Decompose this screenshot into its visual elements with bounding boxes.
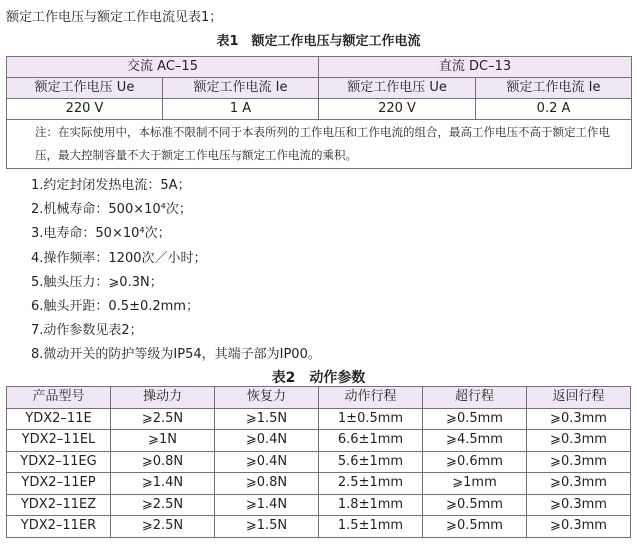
table-cell: ⩾0.3mm [527, 430, 631, 452]
table-cell: 1.8±1mm [319, 494, 423, 516]
value-cell: 220 V [7, 99, 163, 120]
spec-item: 1.约定封闭发热电流：5A； [31, 178, 191, 193]
table-cell: ⩾0.3mm [527, 451, 631, 473]
table-cell: ⩾1.5N [215, 408, 319, 430]
model-cell: YDX2–11ER [7, 516, 111, 538]
table-cell: ⩾2.5N [111, 516, 215, 538]
table-row [7, 408, 631, 430]
group-dc: 直流 DC–13 [319, 57, 632, 78]
spec-item: 6.触头开距：0.5±0.2mm； [31, 298, 199, 314]
table-cell: ⩾0.3mm [527, 408, 631, 430]
table1-value-row [7, 99, 632, 120]
table1-header-row [7, 78, 632, 99]
table-cell: 5.6±1mm [319, 451, 423, 473]
model-cell: YDX2–11EL [7, 430, 111, 452]
spec-list [31, 174, 321, 368]
table1-note: 注：在实际使用中，本标准不限制不同于本表所列的工作电压和工作电流的组合，最高工作电压不高于额定工作电压，最大控制容量不大于额定工作电压与额定工作电流的乘积。 [7, 120, 632, 169]
table-cell: 1.5±1mm [319, 516, 423, 538]
model-cell: YDX2–11E [7, 408, 111, 430]
table-row [7, 494, 631, 516]
table-cell: ⩾2.5N [111, 408, 215, 430]
table1-note-row [7, 120, 632, 169]
table-cell: ⩾0.4N [215, 430, 319, 452]
group-ac: 交流 AC–15 [7, 57, 319, 78]
header-cell: 操动力 [111, 387, 215, 409]
model-cell: YDX2–11EG [7, 451, 111, 473]
spec-item: 5.触头压力：⩾0.3N； [31, 274, 163, 290]
table-cell: ⩾0.8N [215, 473, 319, 495]
table-cell: ⩾1mm [423, 473, 527, 495]
table-cell: 2.5±1mm [319, 473, 423, 495]
table-cell: ⩾0.5mm [423, 408, 527, 430]
table1-title: 表1 额定工作电压与额定工作电流 [216, 34, 421, 49]
header-cell: 额定工作电流 Ie [476, 78, 632, 99]
table-cell: 1±0.5mm [319, 408, 423, 430]
rated-voltage-current-table [6, 56, 632, 169]
model-cell: YDX2–11EZ [7, 494, 111, 516]
header-cell: 超行程 [423, 387, 527, 409]
table2-header-row [7, 387, 631, 409]
table-row [7, 473, 631, 495]
table-cell: ⩾0.3mm [527, 516, 631, 538]
spec-item: 2.机械寿命：500×10⁴次； [31, 202, 192, 218]
table-cell: 6.6±1mm [319, 430, 423, 452]
spec-item: 8.微动开关的防护等级为IP54，其端子部为IP00。 [31, 347, 321, 363]
table-cell: ⩾0.6mm [423, 451, 527, 473]
header-cell: 产品型号 [7, 387, 111, 409]
table1-group-row [7, 57, 632, 78]
value-cell: 0.2 A [476, 99, 632, 120]
table-cell: ⩾1.4N [215, 494, 319, 516]
header-cell: 返回行程 [527, 387, 631, 409]
value-cell: 220 V [319, 99, 476, 120]
table-cell: ⩾0.3mm [527, 473, 631, 495]
table-cell: ⩾1.5N [215, 516, 319, 538]
table-row [7, 451, 631, 473]
table-cell: ⩾1.4N [111, 473, 215, 495]
table-cell: ⩾2.5N [111, 494, 215, 516]
table-row [7, 430, 631, 452]
table2-title: 表2 动作参数 [271, 370, 366, 386]
header-cell: 额定工作电压 Ue [7, 78, 163, 99]
table-cell: ⩾1N [111, 430, 215, 452]
table-cell: ⩾0.5mm [423, 494, 527, 516]
table-cell: ⩾4.5mm [423, 430, 527, 452]
header-cell: 额定工作电压 Ue [319, 78, 476, 99]
header-cell: 额定工作电流 Ie [163, 78, 319, 99]
value-cell: 1 A [163, 99, 319, 120]
table-row [7, 516, 631, 538]
table-cell: ⩾0.5mm [423, 516, 527, 538]
table-cell: ⩾0.8N [111, 451, 215, 473]
header-cell: 恢复力 [215, 387, 319, 409]
header-cell: 动作行程 [319, 387, 423, 409]
table-cell: ⩾0.4N [215, 451, 319, 473]
model-cell: YDX2–11EP [7, 473, 111, 495]
spec-item: 3.电寿命：50×10⁴次； [31, 226, 171, 242]
intro-text: 额定工作电压与额定工作电流见表1； [6, 10, 223, 25]
action-parameters-table [6, 386, 631, 538]
spec-item: 4.操作频率：1200次／小时； [31, 250, 207, 266]
spec-item: 7.动作参数见表2； [31, 323, 143, 339]
table-cell: ⩾0.3mm [527, 494, 631, 516]
